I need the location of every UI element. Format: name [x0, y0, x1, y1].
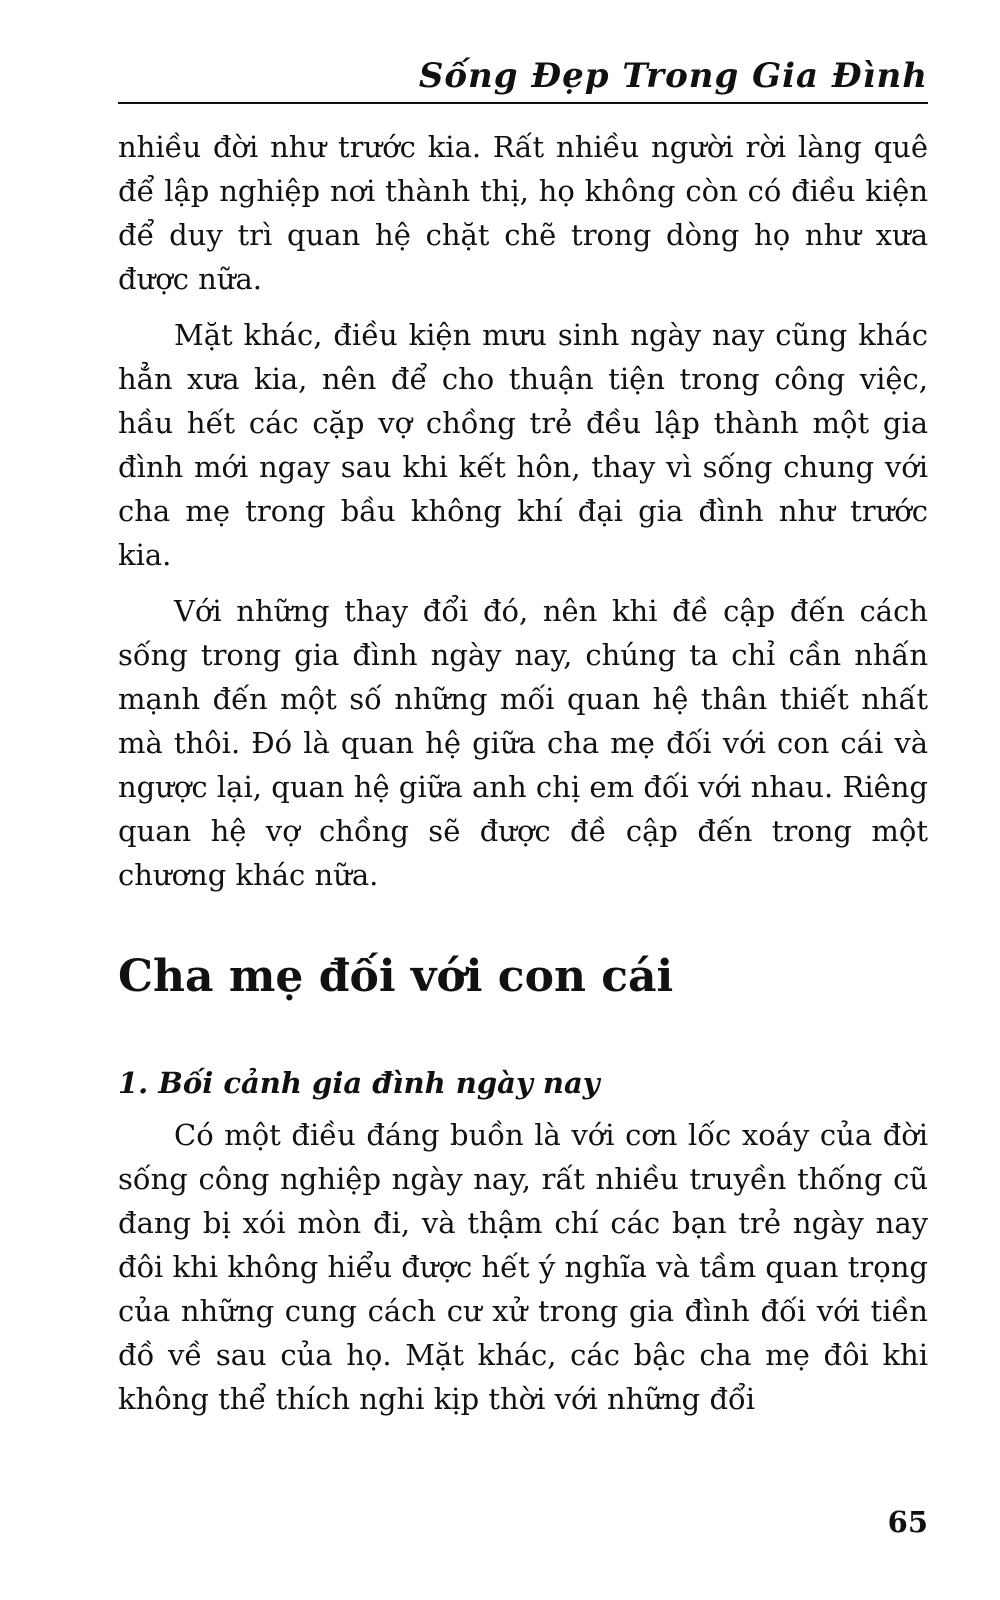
- paragraph: Có một điều đáng buồn là với cơn lốc xoáy của đời sống công nghiệp ngày nay, rất nhiều truyền thống cũ đang bị xói mòn đi, và thậm chí các bạn trẻ ngày nay đôi khi không hiểu được hết ý nghĩa và tầm quan trọng của những cung cách cư xử trong gia đình đối với tiền đồ về sau của họ. Mặt khác, các bậc cha mẹ đôi khi không thể thích nghi kịp thời với những đổi: [118, 1118, 928, 1416]
- page-body: [118, 125, 928, 1433]
- section-heading: Cha mẹ đối với con cái: [118, 951, 674, 1002]
- paragraph-continued: nhiều đời như trước kia. Rất nhiều người rời làng quê để lập nghiệp nơi thành thị, họ không còn có điều kiện để duy trì quan hệ chặt chẽ trong dòng họ như xưa được nữa.: [118, 130, 928, 296]
- page-number: 65: [887, 1505, 928, 1539]
- running-header-title: Sống Đẹp Trong Gia Đình: [418, 56, 928, 96]
- paragraph: Mặt khác, điều kiện mưu sinh ngày nay cũng khác hẳn xưa kia, nên để cho thuận tiện trong công việc, hầu hết các cặp vợ chồng trẻ đều lập thành một gia đình mới ngay sau khi kết hôn, thay vì sống chung với cha mẹ trong bầu không khí đại gia đình như trước kia.: [118, 318, 928, 572]
- running-header: [118, 52, 928, 104]
- subsection-heading: 1. Bối cảnh gia đình ngày nay: [118, 1066, 600, 1100]
- paragraph: Với những thay đổi đó, nên khi đề cập đến cách sống trong gia đình ngày nay, chúng ta chỉ cần nhấn mạnh đến một số những mối quan hệ thân thiết nhất mà thôi. Đó là quan hệ giữa cha mẹ đối với con cái và ngược lại, quan hệ giữa anh chị em đối với nhau. Riêng quan hệ vợ chồng sẽ được đề cập đến trong một chương khác nữa.: [118, 594, 928, 892]
